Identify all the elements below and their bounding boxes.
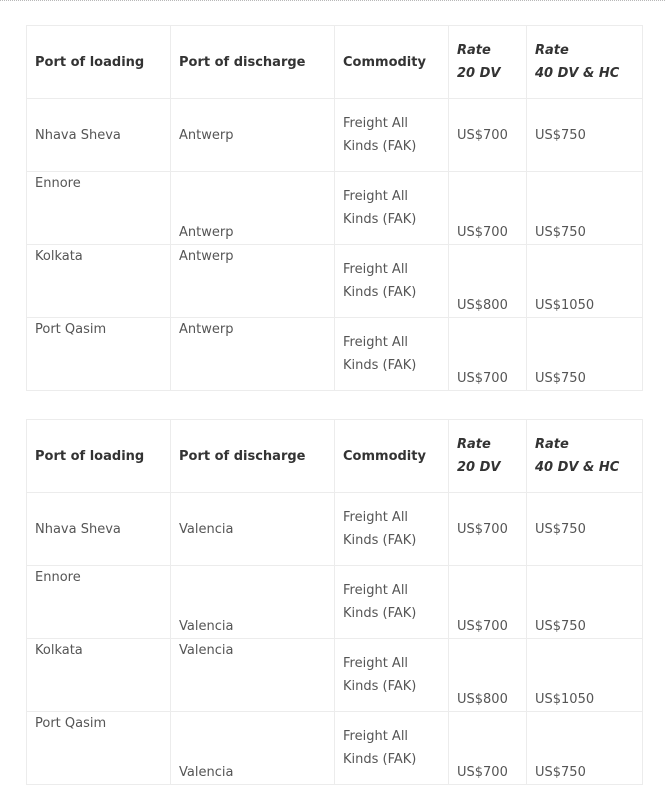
table-row (27, 712, 643, 785)
commodity-line2: Kinds (FAK) (343, 533, 417, 548)
cell-port-of-discharge: Antwerp (171, 245, 335, 318)
header-rate-20dv-line1: Rate (457, 43, 491, 58)
header-commodity: Commodity (335, 420, 449, 493)
dotted-divider (0, 0, 665, 1)
cell-commodity (335, 493, 449, 566)
cell-commodity (335, 318, 449, 391)
header-rate-40dv-line2: 40 DV & HC (535, 66, 620, 81)
commodity-line2: Kinds (FAK) (343, 606, 417, 621)
cell-port-of-discharge: Valencia (171, 493, 335, 566)
cell-rate-20dv: US$700 (449, 99, 527, 172)
commodity-line2: Kinds (FAK) (343, 212, 417, 227)
commodity-line1: Freight All (343, 583, 409, 598)
rates-table-valencia (26, 419, 643, 785)
cell-rate-40dv-hc: US$750 (527, 712, 643, 785)
cell-port-of-loading: Port Qasim (27, 712, 171, 785)
commodity-line2: Kinds (FAK) (343, 139, 417, 154)
table-row (27, 566, 643, 639)
cell-rate-40dv-hc: US$1050 (527, 245, 643, 318)
commodity-line2: Kinds (FAK) (343, 679, 417, 694)
header-port-of-loading: Port of loading (27, 26, 171, 99)
rates-table-antwerp (26, 25, 643, 391)
table-row (27, 172, 643, 245)
commodity-line1: Freight All (343, 189, 409, 204)
header-rate-40dv-line1: Rate (535, 43, 569, 58)
cell-rate-40dv-hc: US$750 (527, 493, 643, 566)
cell-commodity (335, 639, 449, 712)
commodity-line1: Freight All (343, 262, 409, 277)
table-row (27, 493, 643, 566)
commodity-line2: Kinds (FAK) (343, 358, 417, 373)
cell-port-of-discharge: Valencia (171, 639, 335, 712)
commodity-line1: Freight All (343, 116, 409, 131)
cell-rate-20dv: US$800 (449, 245, 527, 318)
cell-rate-40dv-hc: US$750 (527, 172, 643, 245)
cell-port-of-loading: Kolkata (27, 245, 171, 318)
commodity-line2: Kinds (FAK) (343, 285, 417, 300)
commodity-line1: Freight All (343, 510, 409, 525)
cell-port-of-discharge: Valencia (171, 712, 335, 785)
header-rate-40dv-hc (527, 420, 643, 493)
cell-commodity (335, 245, 449, 318)
header-rate-40dv-hc (527, 26, 643, 99)
commodity-line2: Kinds (FAK) (343, 752, 417, 767)
table-row (27, 245, 643, 318)
cell-commodity (335, 566, 449, 639)
cell-port-of-discharge: Antwerp (171, 318, 335, 391)
cell-rate-20dv: US$700 (449, 172, 527, 245)
cell-rate-40dv-hc: US$750 (527, 566, 643, 639)
header-rate-20dv-line2: 20 DV (457, 460, 501, 475)
header-rate-20dv-line1: Rate (457, 437, 491, 452)
commodity-line1: Freight All (343, 656, 409, 671)
cell-port-of-discharge: Antwerp (171, 172, 335, 245)
header-port-of-loading: Port of loading (27, 420, 171, 493)
cell-port-of-loading: Ennore (27, 172, 171, 245)
header-port-of-discharge: Port of discharge (171, 26, 335, 99)
cell-port-of-loading: Kolkata (27, 639, 171, 712)
cell-rate-20dv: US$700 (449, 318, 527, 391)
header-rate-40dv-line2: 40 DV & HC (535, 460, 620, 475)
cell-rate-40dv-hc: US$1050 (527, 639, 643, 712)
table-header-row (27, 420, 643, 493)
commodity-line1: Freight All (343, 335, 409, 350)
cell-commodity (335, 712, 449, 785)
table-header-row (27, 26, 643, 99)
table-row (27, 318, 643, 391)
cell-rate-20dv: US$700 (449, 493, 527, 566)
cell-port-of-discharge: Valencia (171, 566, 335, 639)
cell-port-of-discharge: Antwerp (171, 99, 335, 172)
table-row (27, 639, 643, 712)
header-commodity: Commodity (335, 26, 449, 99)
header-rate-20dv (449, 26, 527, 99)
header-rate-40dv-line1: Rate (535, 437, 569, 452)
cell-rate-20dv: US$700 (449, 712, 527, 785)
cell-rate-20dv: US$700 (449, 566, 527, 639)
cell-rate-40dv-hc: US$750 (527, 318, 643, 391)
header-rate-20dv-line2: 20 DV (457, 66, 501, 81)
cell-port-of-loading: Nhava Sheva (27, 99, 171, 172)
header-port-of-discharge: Port of discharge (171, 420, 335, 493)
cell-port-of-loading: Ennore (27, 566, 171, 639)
cell-port-of-loading: Port Qasim (27, 318, 171, 391)
cell-commodity (335, 99, 449, 172)
cell-commodity (335, 172, 449, 245)
cell-rate-20dv: US$800 (449, 639, 527, 712)
cell-rate-40dv-hc: US$750 (527, 99, 643, 172)
header-rate-20dv (449, 420, 527, 493)
table-row (27, 99, 643, 172)
cell-port-of-loading: Nhava Sheva (27, 493, 171, 566)
commodity-line1: Freight All (343, 729, 409, 744)
